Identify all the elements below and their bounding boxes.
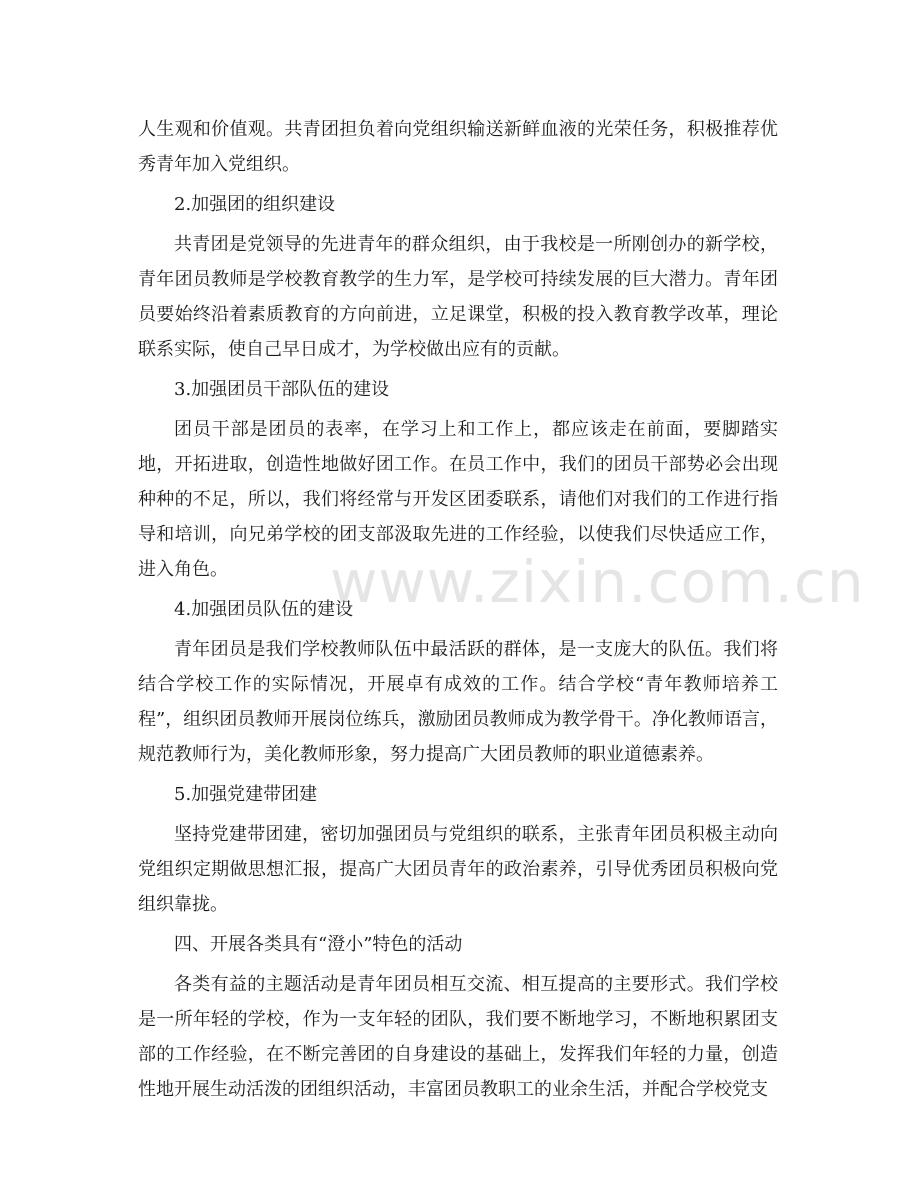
section-heading-four: 四、开展各类具有“澄小”特色的活动 — [174, 934, 463, 955]
paragraph-members: 青年团员是我们学校教师队伍中最活跃的群体，是一支庞大的队伍。我们将结合学校工作的实际情况，开展卓有成效的工作。结合学校“青年教师培养工程”，组织团员教师开展岗位练兵，激励团员教师成为教学骨干。净化教师语言，规范教师行为，美化教师形象，努力提高广大团员教师的职业道德素养。 — [138, 639, 778, 765]
section-heading-3: 3.加强团员干部队伍的建设 — [174, 379, 390, 400]
section-heading-4: 4.加强团员队伍的建设 — [174, 599, 354, 620]
paragraph-activities: 各类有益的主题活动是青年团员相互交流、相互提高的主要形式。我们学校是一所年轻的学校，作为一支年轻的团队，我们要不断地学习，不断地积累团支部的工作经验，在不断完善团的自身建设的基础上，发挥我们年轻的力量，创造性地开展生动活泼的团组织活动，丰富团员教职工的业余生活，并配合学校党支 — [138, 974, 778, 1100]
paragraph-cadre: 团员干部是团员的表率，在学习上和工作上，都应该走在前面，要脚踏实地，开拓进取，创造性地做好团工作。在员工作中，我们的团员干部势必会出现种种的不足，所以，我们将经常与开发区团委联系，请他们对我们的工作进行指导和培训，向兄弟学校的团支部汲取先进的工作经验，以使我们尽快适应工作，进入角色。 — [138, 419, 778, 580]
section-heading-5: 5.加强党建带团建 — [174, 784, 318, 805]
paragraph-organization: 共青团是党领导的先进青年的群众组织，由于我校是一所刚创办的新学校，青年团员教师是学校教育教学的生力军，是学校可持续发展的巨大潜力。青年团员要始终沿着素质教育的方向前进，立足课堂，积极的投入教育教学改革，理论联系实际，使自己早日成才，为学校做出应有的贡献。 — [138, 234, 778, 360]
watermark: www.zixin.com.cn — [330, 548, 865, 616]
section-heading-2: 2.加强团的组织建设 — [174, 194, 336, 215]
paragraph-continuation: 人生观和价值观。共青团担负着向党组织输送新鲜血液的光荣任务，积极推荐优秀青年加入党组织。 — [138, 119, 778, 175]
paragraph-party-building: 坚持党建带团建，密切加强团员与党组织的联系，主张青年团员积极主动向党组织定期做思想汇报，提高广大团员青年的政治素养，引导优秀团员积极向党组织靠拢。 — [138, 824, 778, 915]
